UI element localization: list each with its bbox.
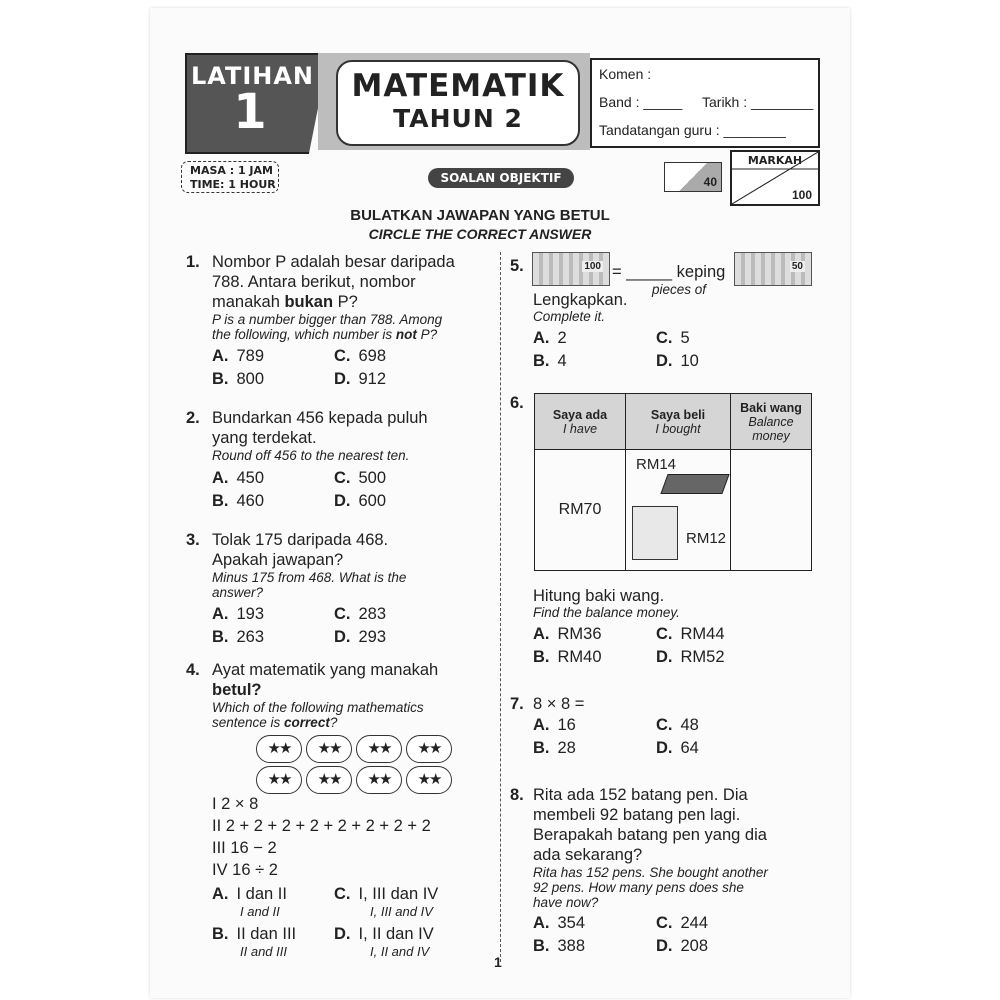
q8-english: Rita has 152 pens. She bought another <box>533 865 768 880</box>
q5-english: Complete it. <box>533 309 606 324</box>
q4-line: Ayat matematik yang manakah <box>212 661 439 679</box>
title-box <box>336 60 580 146</box>
option-a[interactable]: A. I dan II <box>212 885 287 903</box>
option-b[interactable]: B. 263 <box>212 628 265 646</box>
statement-3: III 16 − 2 <box>212 839 277 857</box>
question-8 <box>533 785 815 910</box>
q5-equation: = _____ keping <box>612 263 726 281</box>
comment-box <box>590 58 820 148</box>
star-group: ★★ <box>406 766 452 794</box>
page-number: 1 <box>494 954 502 970</box>
book-icon <box>660 474 729 494</box>
question-number: 5. <box>510 257 524 275</box>
option-c[interactable]: C. RM44 <box>656 625 725 643</box>
section-badge: SOALAN OBJEKTIF <box>428 168 574 188</box>
q2-english: Round off 456 to the nearest ten. <box>212 448 410 463</box>
item1-price: RM14 <box>636 456 677 473</box>
option-a-english: I and II <box>240 904 280 919</box>
question-number: 8. <box>510 786 524 804</box>
score-box <box>664 162 722 192</box>
q2-line: Bundarkan 456 kepada puluh <box>212 409 428 427</box>
markah-label: MARKAH <box>747 154 803 167</box>
option-d[interactable]: D. RM52 <box>656 648 725 666</box>
q6-english: Find the balance money. <box>533 605 680 620</box>
q6-line: Hitung baki wang. <box>533 587 665 605</box>
latihan-number: 1 <box>233 84 267 140</box>
q8-line: membeli 92 batang pen lagi. <box>533 806 741 824</box>
option-b[interactable]: B. 4 <box>533 352 567 370</box>
question-number: 3. <box>186 531 200 549</box>
q5-pieces: pieces of <box>652 282 707 297</box>
item2-price: RM12 <box>686 530 727 547</box>
question-number: 6. <box>510 394 524 412</box>
q7-line: 8 × 8 = <box>533 695 585 713</box>
latihan-label: LATIHAN <box>190 62 315 90</box>
balance-blank <box>731 450 812 571</box>
instruction-english: CIRCLE THE CORRECT ANSWER <box>368 226 592 242</box>
statement-4: IV 16 ÷ 2 <box>212 861 278 879</box>
box-icon <box>632 506 678 560</box>
statement-2: II 2 + 2 + 2 + 2 + 2 + 2 + 2 + 2 <box>212 817 431 835</box>
option-a[interactable]: A. 789 <box>212 347 265 365</box>
col-have: Saya ada I have <box>535 394 626 450</box>
option-a[interactable]: A. 2 <box>533 329 567 347</box>
option-a[interactable]: A. 193 <box>212 605 265 623</box>
time-badge <box>181 161 279 193</box>
q2-line: yang terdekat. <box>212 429 317 447</box>
q1-english: P is a number bigger than 788. Among <box>212 312 443 327</box>
star-group: ★★ <box>306 735 352 763</box>
q3-line: Tolak 175 daripada 468. <box>212 531 389 549</box>
title-year: TAHUN 2 <box>393 104 523 133</box>
option-c[interactable]: C. 5 <box>656 329 690 347</box>
option-d[interactable]: D. 600 <box>334 492 387 510</box>
instruction-malay: BULATKAN JAWAPAN YANG BETUL <box>350 207 610 224</box>
option-c[interactable]: C. 48 <box>656 716 699 734</box>
col-bought: Saya beli I bought <box>626 394 731 450</box>
option-c[interactable]: C. 500 <box>334 469 387 487</box>
option-d[interactable]: D. 64 <box>656 739 699 757</box>
option-c[interactable]: C. 698 <box>334 347 387 365</box>
col-balance: Baki wang Balance money <box>731 394 812 450</box>
q3-english: answer? <box>212 585 264 600</box>
q8-line: Berapakah batang pen yang dia <box>533 826 767 844</box>
option-d[interactable]: D. I, II dan IV <box>334 925 434 943</box>
q1-line: 788. Antara berikut, nombor <box>212 273 416 291</box>
markah-total: 100 <box>791 188 812 202</box>
q1-line: manakah bukan P? <box>212 293 358 311</box>
q8-line: ada sekarang? <box>533 846 643 864</box>
markah-box <box>730 150 820 206</box>
q3-line: Apakah jawapan? <box>212 551 344 569</box>
q4-english: sentence is correct? <box>212 715 338 730</box>
question-3 <box>186 530 490 600</box>
option-a[interactable]: A. 354 <box>533 914 586 932</box>
star-group: ★★ <box>356 735 402 763</box>
q4-line: betul? <box>212 681 262 699</box>
option-b[interactable]: B. 28 <box>533 739 576 757</box>
statement-1: I 2 × 8 <box>212 795 259 813</box>
q8-english: have now? <box>533 895 599 910</box>
question-1 <box>186 252 490 342</box>
star-group: ★★ <box>306 766 352 794</box>
star-group: ★★ <box>256 735 302 763</box>
option-b[interactable]: B. 800 <box>212 370 265 388</box>
option-b[interactable]: B. 388 <box>533 937 586 955</box>
q4-english: Which of the following mathematics <box>212 700 424 715</box>
option-d[interactable]: D. 293 <box>334 628 387 646</box>
bought-items <box>626 450 731 571</box>
option-a[interactable]: A. RM36 <box>533 625 602 643</box>
option-b-english: II and III <box>240 944 287 959</box>
q8-english: 92 pens. How many pens does she <box>533 880 744 895</box>
option-d[interactable]: D. 912 <box>334 370 387 388</box>
q5-line: Lengkapkan. <box>533 291 628 309</box>
option-c[interactable]: C. 283 <box>334 605 387 623</box>
score-value: 40 <box>703 175 717 189</box>
star-group: ★★ <box>406 735 452 763</box>
option-a[interactable]: A. 16 <box>533 716 576 734</box>
star-group: ★★ <box>256 766 302 794</box>
question-number: 7. <box>510 695 524 713</box>
option-d[interactable]: D. 208 <box>656 937 709 955</box>
q3-english: Minus 175 from 468. What is the <box>212 570 407 585</box>
band-label: Band : _____ <box>599 94 683 110</box>
question-4 <box>186 660 490 730</box>
have-amount: RM70 <box>535 450 626 571</box>
question-number: 2. <box>186 409 200 427</box>
question-number: 4. <box>186 661 200 679</box>
q1-english: the following, which number is not P? <box>212 327 438 342</box>
option-d-english: I, II and IV <box>370 944 430 959</box>
q6-table <box>534 393 812 571</box>
title-subject: MATEMATIK <box>351 68 565 104</box>
signature-label: Tandatangan guru : ________ <box>599 122 786 138</box>
option-d[interactable]: D. 10 <box>656 352 699 370</box>
q1-line: Nombor P adalah besar daripada <box>212 253 455 271</box>
column-divider <box>500 252 502 962</box>
question-2 <box>186 408 490 463</box>
tarikh-label: Tarikh : ________ <box>702 94 814 110</box>
masa-text: MASA : 1 JAM <box>190 164 273 177</box>
banknote-50-icon: 50 <box>734 252 812 286</box>
time-text: TIME: 1 HOUR <box>190 178 276 191</box>
q8-line: Rita ada 152 batang pen. Dia <box>533 786 748 804</box>
banknote-100-icon: 100 <box>532 252 610 286</box>
star-group: ★★ <box>356 766 402 794</box>
option-c[interactable]: C. I, III dan IV <box>334 885 439 903</box>
option-c[interactable]: C. 244 <box>656 914 709 932</box>
question-number: 1. <box>186 253 200 271</box>
option-b[interactable]: B. RM40 <box>533 648 602 666</box>
option-a[interactable]: A. 450 <box>212 469 265 487</box>
option-b[interactable]: B. 460 <box>212 492 265 510</box>
option-c-english: I, III and IV <box>370 904 433 919</box>
komen-label: Komen : <box>599 66 652 82</box>
option-b[interactable]: B. II dan III <box>212 925 297 943</box>
